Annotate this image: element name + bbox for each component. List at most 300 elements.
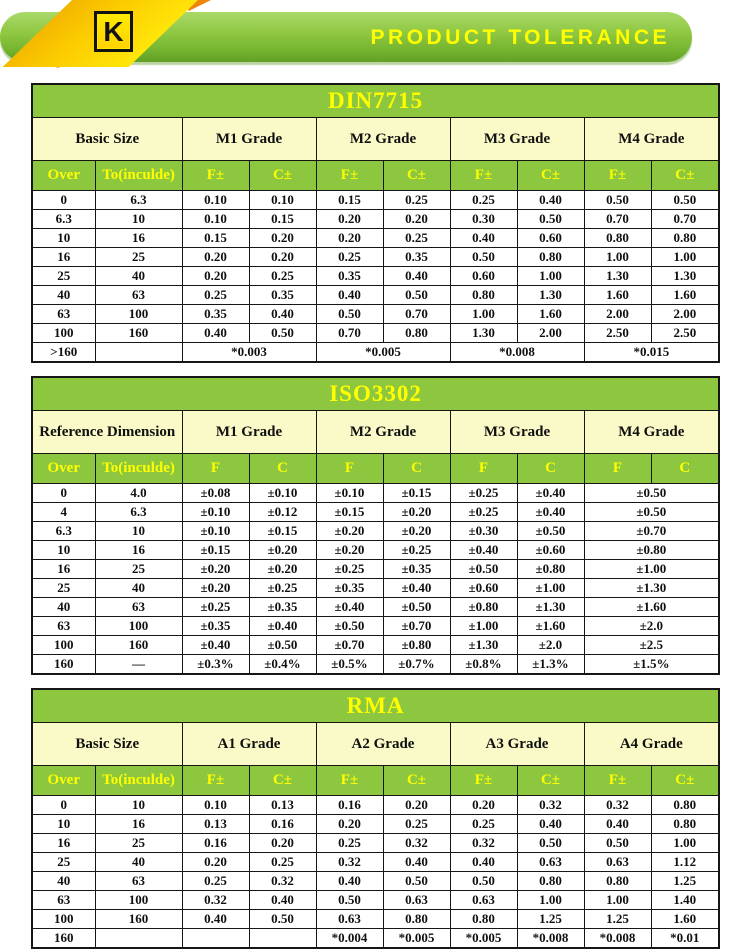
subheader-row [32, 766, 719, 796]
data-cell: 6.3 [95, 503, 182, 522]
data-cell: 1.60 [651, 286, 719, 305]
data-cell: 1.25 [584, 910, 651, 929]
data-cell: ±0.50 [584, 503, 719, 522]
data-cell: 6.3 [32, 522, 95, 541]
data-cell: 0.40 [383, 267, 450, 286]
subheader-cell: F± [316, 161, 383, 191]
basic-size-header: Basic Size [32, 118, 182, 161]
tolerance-table-din7715 [31, 83, 720, 363]
data-cell: ±0.35 [182, 617, 249, 636]
data-cell: 0.10 [182, 191, 249, 210]
table-row [32, 560, 719, 579]
data-cell: ±0.30 [450, 522, 517, 541]
data-cell: 0.20 [249, 229, 316, 248]
data-cell: 0.40 [584, 815, 651, 834]
data-cell: 0.50 [383, 286, 450, 305]
subheader-cell: F [182, 454, 249, 484]
data-cell: 0.20 [316, 210, 383, 229]
data-cell: ±0.80 [584, 541, 719, 560]
table-row [32, 617, 719, 636]
data-cell: ±1.00 [584, 560, 719, 579]
table-row [32, 343, 719, 363]
grade-header: M2 Grade [316, 118, 450, 161]
table-row [32, 598, 719, 617]
data-cell: 0.32 [316, 853, 383, 872]
data-cell: ±0.20 [316, 522, 383, 541]
data-cell: 40 [32, 286, 95, 305]
data-cell: 0.32 [249, 872, 316, 891]
data-cell: ±0.25 [316, 560, 383, 579]
data-cell: 0.25 [383, 815, 450, 834]
table-row [32, 503, 719, 522]
data-cell: ±0.20 [249, 560, 316, 579]
data-cell: 0.80 [584, 872, 651, 891]
data-cell: ±0.20 [249, 541, 316, 560]
data-cell: ±2.0 [584, 617, 719, 636]
table-title-row [32, 377, 719, 411]
data-cell: 0.70 [651, 210, 719, 229]
data-cell: 1.00 [651, 834, 719, 853]
data-cell: ±0.40 [517, 484, 584, 503]
data-cell: 0.80 [651, 229, 719, 248]
table-row [32, 305, 719, 324]
data-cell: 0.50 [450, 872, 517, 891]
data-cell: 0.20 [182, 853, 249, 872]
page-header [0, 0, 750, 70]
data-cell: 63 [95, 286, 182, 305]
data-cell: 2.00 [651, 305, 719, 324]
data-cell: 1.25 [517, 910, 584, 929]
data-cell: 6.3 [32, 210, 95, 229]
data-cell: 0.32 [584, 796, 651, 815]
data-cell: ±0.50 [450, 560, 517, 579]
data-cell: 25 [32, 853, 95, 872]
data-cell: 0.32 [517, 796, 584, 815]
data-cell: 1.00 [651, 248, 719, 267]
subheader-cell: F± [584, 766, 651, 796]
data-cell: 0.63 [517, 853, 584, 872]
subheader-cell: F [316, 454, 383, 484]
data-cell: 0.32 [450, 834, 517, 853]
data-cell: ±0.70 [383, 617, 450, 636]
grade-header: A2 Grade [316, 723, 450, 766]
data-cell: ±1.30 [450, 636, 517, 655]
data-cell [182, 929, 249, 949]
grade-header: A1 Grade [182, 723, 316, 766]
data-cell: 40 [95, 579, 182, 598]
table-title: DIN7715 [32, 84, 719, 118]
table-row [32, 324, 719, 343]
data-cell: ±0.35 [249, 598, 316, 617]
data-cell: 0.10 [249, 191, 316, 210]
data-cell: ±0.20 [383, 503, 450, 522]
data-cell: *0.01 [651, 929, 719, 949]
data-cell: 0.80 [450, 286, 517, 305]
data-cell: 0.35 [316, 267, 383, 286]
grade-header-row [32, 118, 719, 161]
data-cell: 40 [95, 267, 182, 286]
data-cell: ±0.5% [316, 655, 383, 675]
data-cell: ±1.00 [450, 617, 517, 636]
data-cell: 0.40 [450, 853, 517, 872]
data-cell: ±0.50 [517, 522, 584, 541]
data-cell: ±0.20 [182, 560, 249, 579]
data-cell: ±0.70 [584, 522, 719, 541]
data-cell: 10 [32, 815, 95, 834]
data-cell: 0.20 [316, 229, 383, 248]
data-cell: ±0.4% [249, 655, 316, 675]
table-row [32, 872, 719, 891]
data-cell: 0.50 [249, 324, 316, 343]
data-cell: 0.20 [182, 267, 249, 286]
data-cell: ±1.30 [584, 579, 719, 598]
data-cell: 0 [32, 191, 95, 210]
data-cell: 0.40 [383, 853, 450, 872]
data-cell: 0.80 [584, 229, 651, 248]
subheader-cell: F± [450, 766, 517, 796]
data-cell: 10 [32, 229, 95, 248]
data-cell: ±0.10 [182, 522, 249, 541]
data-cell: 0.25 [383, 229, 450, 248]
data-cell: ±0.40 [316, 598, 383, 617]
data-cell: ±0.60 [517, 541, 584, 560]
data-cell: 0.50 [517, 210, 584, 229]
data-cell: 0.20 [316, 815, 383, 834]
data-cell: ±1.30 [517, 598, 584, 617]
data-cell: 0.50 [249, 910, 316, 929]
data-cell: 2.50 [651, 324, 719, 343]
data-cell: ±0.35 [316, 579, 383, 598]
subheader-cell: To(inculde) [95, 766, 182, 796]
data-cell: 1.25 [651, 872, 719, 891]
data-cell: 0.40 [450, 229, 517, 248]
data-cell: 0.25 [316, 248, 383, 267]
data-cell: 0.40 [182, 910, 249, 929]
grade-header: A3 Grade [450, 723, 584, 766]
table-row [32, 910, 719, 929]
data-cell: 4 [32, 503, 95, 522]
subheader-cell: C [249, 454, 316, 484]
data-cell [249, 929, 316, 949]
data-cell: 1.30 [517, 286, 584, 305]
subheader-cell: C± [517, 766, 584, 796]
data-cell: 10 [95, 210, 182, 229]
data-cell: ±1.5% [584, 655, 719, 675]
grade-header: M2 Grade [316, 411, 450, 454]
data-cell: 0.13 [182, 815, 249, 834]
subheader-cell: C± [249, 161, 316, 191]
data-cell: 25 [95, 248, 182, 267]
data-cell: *0.008 [450, 343, 584, 363]
table-row [32, 891, 719, 910]
data-cell: 1.30 [584, 267, 651, 286]
table-row [32, 229, 719, 248]
data-cell: 0.40 [316, 872, 383, 891]
data-cell: ±0.40 [182, 636, 249, 655]
grade-header-row [32, 723, 719, 766]
data-cell: 0.35 [182, 305, 249, 324]
data-cell: 0.63 [383, 891, 450, 910]
data-cell: 0.16 [316, 796, 383, 815]
data-cell: 1.60 [584, 286, 651, 305]
data-cell: 0.40 [249, 305, 316, 324]
data-cell: 2.00 [517, 324, 584, 343]
data-cell: 0.20 [383, 796, 450, 815]
data-cell: 1.30 [651, 267, 719, 286]
data-cell: 25 [95, 834, 182, 853]
data-cell: ±0.60 [450, 579, 517, 598]
data-cell: 1.60 [517, 305, 584, 324]
subheader-cell: F± [450, 161, 517, 191]
data-cell: ±0.20 [383, 522, 450, 541]
grade-header: M3 Grade [450, 411, 584, 454]
data-cell: 0.50 [517, 834, 584, 853]
data-cell: *0.015 [584, 343, 719, 363]
data-cell: ±0.40 [517, 503, 584, 522]
data-cell: 0.10 [182, 210, 249, 229]
data-cell: *0.004 [316, 929, 383, 949]
data-cell: ±0.50 [316, 617, 383, 636]
data-cell: 100 [32, 324, 95, 343]
data-cell: 0.25 [316, 834, 383, 853]
data-cell: ±0.10 [182, 503, 249, 522]
data-cell: ±0.10 [316, 484, 383, 503]
table-row [32, 929, 719, 949]
data-cell: 16 [95, 815, 182, 834]
data-cell: 0.15 [182, 229, 249, 248]
subheader-cell: F [450, 454, 517, 484]
data-cell: ±0.15 [316, 503, 383, 522]
data-cell: *0.008 [517, 929, 584, 949]
subheader-row [32, 161, 719, 191]
data-cell: *0.005 [450, 929, 517, 949]
data-cell: 0.16 [182, 834, 249, 853]
data-cell: 0.50 [383, 872, 450, 891]
data-cell: 0 [32, 796, 95, 815]
data-cell: 0.80 [383, 324, 450, 343]
data-cell: ±0.40 [450, 541, 517, 560]
data-cell: ±1.3% [517, 655, 584, 675]
data-cell: 0.32 [383, 834, 450, 853]
brand-logo: K [94, 11, 133, 52]
data-cell: ±0.40 [383, 579, 450, 598]
data-cell: 0.25 [249, 267, 316, 286]
data-cell: 25 [95, 560, 182, 579]
data-cell: 0.25 [450, 191, 517, 210]
data-cell: — [95, 655, 182, 675]
data-cell: 0.13 [249, 796, 316, 815]
data-cell: 1.00 [584, 891, 651, 910]
grade-header: M4 Grade [584, 411, 719, 454]
data-cell: ±0.40 [249, 617, 316, 636]
grade-header: M1 Grade [182, 118, 316, 161]
data-cell: 1.00 [517, 891, 584, 910]
data-cell: 0.10 [182, 796, 249, 815]
data-cell: 10 [95, 522, 182, 541]
table-row [32, 655, 719, 675]
data-cell: 63 [95, 872, 182, 891]
data-cell: 10 [95, 796, 182, 815]
data-cell: 0.25 [182, 872, 249, 891]
data-cell: 0.40 [316, 286, 383, 305]
data-cell: *0.005 [383, 929, 450, 949]
table-row [32, 484, 719, 503]
data-cell: ±0.25 [249, 579, 316, 598]
table-row [32, 522, 719, 541]
data-cell: ±0.80 [383, 636, 450, 655]
table-row [32, 267, 719, 286]
data-cell: 10 [32, 541, 95, 560]
subheader-cell: F± [316, 766, 383, 796]
data-cell: *0.003 [182, 343, 316, 363]
data-cell: ±0.10 [249, 484, 316, 503]
subheader-cell: F [584, 454, 651, 484]
data-cell: 0.50 [316, 891, 383, 910]
table-title-row [32, 84, 719, 118]
data-cell: 0.20 [249, 834, 316, 853]
data-cell: 1.00 [450, 305, 517, 324]
data-cell: ±0.8% [450, 655, 517, 675]
data-cell: 0.35 [249, 286, 316, 305]
data-cell: ±0.25 [450, 503, 517, 522]
data-cell: ±0.80 [517, 560, 584, 579]
data-cell: 0.30 [450, 210, 517, 229]
grade-header-row [32, 411, 719, 454]
subheader-cell: F± [584, 161, 651, 191]
data-cell: ±0.15 [383, 484, 450, 503]
data-cell: 0.40 [182, 324, 249, 343]
data-cell: 63 [32, 305, 95, 324]
grade-header: M4 Grade [584, 118, 719, 161]
data-cell: 0.60 [450, 267, 517, 286]
data-cell: 2.50 [584, 324, 651, 343]
data-cell: 0.60 [517, 229, 584, 248]
data-cell: 16 [95, 229, 182, 248]
data-cell: 0.63 [316, 910, 383, 929]
subheader-cell: Over [32, 454, 95, 484]
data-cell: 0.20 [249, 248, 316, 267]
data-cell: 40 [32, 872, 95, 891]
subheader-cell: C± [383, 161, 450, 191]
data-cell: 100 [32, 636, 95, 655]
data-cell: 0.70 [584, 210, 651, 229]
data-cell [95, 343, 182, 363]
data-cell: 0.80 [517, 248, 584, 267]
data-cell: 160 [95, 324, 182, 343]
data-cell: 25 [32, 579, 95, 598]
data-cell: 160 [95, 636, 182, 655]
data-cell: 6.3 [95, 191, 182, 210]
data-cell: ±0.80 [450, 598, 517, 617]
data-cell: 63 [32, 617, 95, 636]
data-cell: ±2.5 [584, 636, 719, 655]
data-cell: 0.15 [249, 210, 316, 229]
data-cell: ±0.70 [316, 636, 383, 655]
data-cell: *0.008 [584, 929, 651, 949]
data-cell: ±2.0 [517, 636, 584, 655]
data-cell: 0.25 [383, 191, 450, 210]
data-cell: ±0.20 [182, 579, 249, 598]
data-cell: 0.40 [249, 891, 316, 910]
data-cell: 0.50 [316, 305, 383, 324]
subheader-cell: C [383, 454, 450, 484]
data-cell: 63 [95, 598, 182, 617]
data-cell: ±0.12 [249, 503, 316, 522]
tolerance-tables [0, 70, 750, 949]
data-cell: ±0.35 [383, 560, 450, 579]
table-row [32, 210, 719, 229]
subheader-row [32, 454, 719, 484]
data-cell: 1.40 [651, 891, 719, 910]
data-cell: 0.80 [383, 910, 450, 929]
data-cell: 0.70 [383, 305, 450, 324]
data-cell: 16 [95, 541, 182, 560]
data-cell: 0.63 [584, 853, 651, 872]
data-cell: 0.25 [450, 815, 517, 834]
data-cell: >160 [32, 343, 95, 363]
data-cell: 63 [32, 891, 95, 910]
tolerance-table-rma [31, 688, 720, 949]
data-cell [95, 929, 182, 949]
table-title: RMA [32, 689, 719, 723]
table-row [32, 286, 719, 305]
data-cell: 0.15 [316, 191, 383, 210]
data-cell: 0.25 [182, 286, 249, 305]
data-cell: ±0.25 [182, 598, 249, 617]
data-cell: 1.60 [651, 910, 719, 929]
subheader-cell: C± [651, 766, 719, 796]
data-cell: ±0.50 [249, 636, 316, 655]
data-cell: 0.80 [651, 796, 719, 815]
data-cell: 16 [32, 248, 95, 267]
table-row [32, 853, 719, 872]
page-title: PRODUCT TOLERANCE [370, 26, 670, 49]
data-cell: ±0.25 [383, 541, 450, 560]
data-cell: 1.30 [450, 324, 517, 343]
data-cell: ±0.50 [584, 484, 719, 503]
data-cell: 1.00 [517, 267, 584, 286]
data-cell: 0.40 [517, 815, 584, 834]
data-cell: 0.80 [651, 815, 719, 834]
data-cell: ±1.60 [517, 617, 584, 636]
data-cell: 100 [95, 617, 182, 636]
data-cell: 0.50 [584, 191, 651, 210]
subheader-cell: To(inculde) [95, 161, 182, 191]
data-cell: 1.00 [584, 248, 651, 267]
data-cell: *0.005 [316, 343, 450, 363]
data-cell: ±0.50 [383, 598, 450, 617]
data-cell: 0.50 [584, 834, 651, 853]
data-cell: 0.80 [517, 872, 584, 891]
grade-header: M1 Grade [182, 411, 316, 454]
data-cell: 16 [32, 560, 95, 579]
data-cell: ±0.15 [249, 522, 316, 541]
data-cell: 0.25 [249, 853, 316, 872]
data-cell: 1.12 [651, 853, 719, 872]
subheader-cell: Over [32, 766, 95, 796]
data-cell: 100 [95, 891, 182, 910]
data-cell: 0.63 [450, 891, 517, 910]
tolerance-table-iso3302 [31, 376, 720, 675]
data-cell: ±0.15 [182, 541, 249, 560]
grade-header: M3 Grade [450, 118, 584, 161]
data-cell: 100 [32, 910, 95, 929]
subheader-cell: Over [32, 161, 95, 191]
data-cell: ±0.20 [316, 541, 383, 560]
data-cell: 0.16 [249, 815, 316, 834]
grade-header: A4 Grade [584, 723, 719, 766]
basic-size-header: Basic Size [32, 723, 182, 766]
